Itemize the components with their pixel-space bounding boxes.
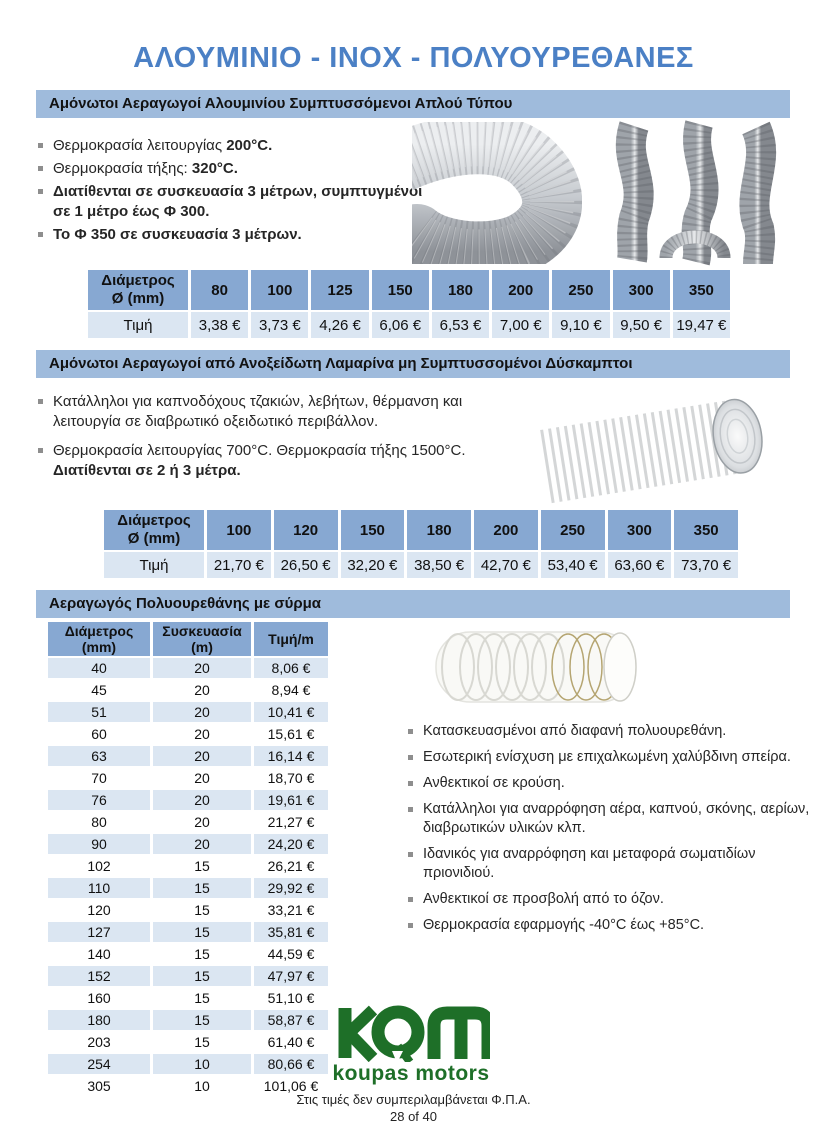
bullet-item [406, 845, 810, 883]
price-cell: 73,70 € [674, 552, 738, 578]
section2-price-table [101, 508, 741, 580]
corner-header-cell [104, 510, 204, 550]
bullet-item [406, 800, 810, 838]
cell: 140 [48, 944, 150, 964]
section1-header-bar [36, 90, 790, 118]
table-row [48, 1054, 328, 1074]
section1-price-table [85, 268, 733, 340]
diameter-header-cell: 120 [274, 510, 338, 550]
corner-line2: Ø (mm) [111, 290, 165, 307]
cell: 16,14 € [254, 746, 328, 766]
bullet-text: Θερμοκρασία λειτουργίας [53, 137, 227, 154]
section2-header-bar [36, 350, 790, 378]
table-row [48, 988, 328, 1008]
table-row [48, 790, 328, 810]
table-header-row [88, 270, 730, 310]
cell: 8,94 € [254, 680, 328, 700]
header-line1: Διάμετρος [64, 623, 134, 639]
cell: 20 [153, 746, 251, 766]
diameter-header-cell: 300 [613, 270, 670, 310]
logo-wordmark: koupas motors [332, 1062, 490, 1085]
row-label-cell: Τιμή [88, 312, 188, 338]
photo-aluminium-duct-closeup [412, 122, 582, 264]
size-table-body [48, 658, 328, 1096]
page-number: 28 of 40 [390, 1109, 437, 1124]
price-cell: 3,73 € [251, 312, 308, 338]
bullet-item [36, 182, 428, 222]
diameter-header-cell: 150 [372, 270, 429, 310]
cell: 58,87 € [254, 1010, 328, 1030]
cell: 127 [48, 922, 150, 942]
table-row [48, 900, 328, 920]
kom-logo [330, 1004, 492, 1085]
cell: 20 [153, 702, 251, 722]
cell: 15 [153, 900, 251, 920]
bullet-text: Το Φ 350 σε συσκευασία 3 μέτρων. [53, 226, 302, 243]
bullet-text: Κατάλληλοι για καπνοδόχους τζακιών, λεβήτων, θέρμανση και λειτουργία σε διαβρωτικό οξειδωτικό περιβάλλον. [53, 393, 463, 430]
cell: 15 [153, 944, 251, 964]
bullet-item [406, 890, 810, 909]
table-row [48, 658, 328, 678]
price-cell: 3,38 € [191, 312, 248, 338]
price-cell: 7,00 € [492, 312, 549, 338]
price-cell: 26,50 € [274, 552, 338, 578]
price-cell: 4,26 € [311, 312, 368, 338]
price-cell: 19,47 € [673, 312, 730, 338]
bullet-item [406, 748, 810, 767]
cell: 70 [48, 768, 150, 788]
diameter-column-header [48, 622, 150, 656]
photo-polyurethane-hose [428, 618, 646, 714]
bullet-text: Κατασκευασμένοι από διαφανή πολυουρεθάνη. [423, 723, 727, 739]
cell: 203 [48, 1032, 150, 1052]
bullet-text: Θερμοκρασία λειτουργίας 700°C. Θερμοκρασία τήξης 1500°C. [53, 442, 466, 459]
bullet-item [406, 722, 810, 741]
table-row [48, 944, 328, 964]
diameter-header-cell: 80 [191, 270, 248, 310]
bullet-item [36, 392, 504, 432]
price-cell: 63,60 € [608, 552, 672, 578]
section1-bullets [36, 136, 428, 248]
cell: 102 [48, 856, 150, 876]
kom-monogram [332, 1004, 490, 1062]
section3-header-bar [36, 590, 790, 618]
cell: 20 [153, 724, 251, 744]
table-row [48, 878, 328, 898]
corner-line1: Διάμετρος [117, 512, 191, 529]
cell: 15 [153, 922, 251, 942]
diameter-header-cell: 100 [207, 510, 271, 550]
cell: 110 [48, 878, 150, 898]
bullet-item [36, 136, 428, 156]
bullet-item [406, 774, 810, 793]
corner-line2: Ø (mm) [127, 530, 181, 547]
page-title: ΑΛΟΥΜΙΝΙΟ - ΙΝΟΧ - ΠΟΛΥΟΥΡΕΘΑΝΕΣ [133, 42, 694, 74]
bullet-text: Διατίθενται σε συσκευασία 3 μέτρων, συμπτυγμένοι σε 1 μέτρο έως Φ 300. [53, 183, 423, 220]
row-label-cell: Τιμή [104, 552, 204, 578]
table-row [48, 746, 328, 766]
bullet-item [36, 441, 504, 481]
price-column-header: Τιμή/m [254, 622, 328, 656]
bullet-text: Θερμοκρασία εφαρμογής -40°C έως +85°C. [423, 917, 705, 933]
section1-title: Αμόνωτοι Αεραγωγοί Αλουμινίου Συμπτυσσόμενοι Απλού Τύπου [49, 95, 513, 112]
cell: 51,10 € [254, 988, 328, 1008]
cell: 80,66 € [254, 1054, 328, 1074]
table-row [48, 1010, 328, 1030]
price-cell: 38,50 € [407, 552, 471, 578]
cell: 45 [48, 680, 150, 700]
table-row [48, 966, 328, 986]
section3-bullets [406, 722, 810, 942]
cell: 19,61 € [254, 790, 328, 810]
cell: 20 [153, 680, 251, 700]
cell: 47,97 € [254, 966, 328, 986]
cell: 18,70 € [254, 768, 328, 788]
bullet-text: Εσωτερική ενίσχυση με επιχαλκωμένη χαλύβδινη σπείρα. [423, 749, 791, 765]
bullet-text: Ανθεκτικοί σε προσβολή από το όζον. [423, 891, 664, 907]
section3-size-table [45, 620, 331, 1098]
cell: 20 [153, 812, 251, 832]
photo-inox-duct [530, 384, 796, 506]
cell: 63 [48, 746, 150, 766]
cell: 160 [48, 988, 150, 1008]
diameter-header-cell: 100 [251, 270, 308, 310]
price-cell: 9,10 € [552, 312, 609, 338]
diameter-header-cell: 200 [492, 270, 549, 310]
bullet-text: Κατάλληλοι για αναρρόφηση αέρα, καπνού, σκόνης, αερίων, διαβρωτικών υλικών κλπ. [423, 801, 810, 836]
bullet-text: Ιδανικός για αναρρόφηση και μεταφορά σωματιδίων πριονιδιού. [423, 846, 756, 881]
section2-bullets [36, 392, 504, 490]
cell: 44,59 € [254, 944, 328, 964]
header-line2: (m) [191, 639, 213, 655]
table-row [48, 768, 328, 788]
table-row [48, 724, 328, 744]
diameter-header-cell: 200 [474, 510, 538, 550]
price-cell: 6,06 € [372, 312, 429, 338]
table-row [48, 702, 328, 722]
cell: 120 [48, 900, 150, 920]
cell: 15 [153, 988, 251, 1008]
table-header-row [104, 510, 738, 550]
cell: 180 [48, 1010, 150, 1030]
cell: 254 [48, 1054, 150, 1074]
table-row [48, 856, 328, 876]
cell: 10,41 € [254, 702, 328, 722]
cell: 76 [48, 790, 150, 810]
table-row [48, 922, 328, 942]
cell: 40 [48, 658, 150, 678]
diameter-header-cell: 300 [608, 510, 672, 550]
diameter-header-cell: 350 [673, 270, 730, 310]
price-cell: 53,40 € [541, 552, 605, 578]
cell: 51 [48, 702, 150, 722]
table-row [48, 812, 328, 832]
price-row [104, 552, 738, 578]
cell: 21,27 € [254, 812, 328, 832]
footer-vat-note: Στις τιμές δεν συμπεριλαμβάνεται Φ.Π.Α. [296, 1092, 531, 1107]
diameter-header-cell: 180 [407, 510, 471, 550]
cell: 61,40 € [254, 1032, 328, 1052]
cell: 24,20 € [254, 834, 328, 854]
cell: 20 [153, 834, 251, 854]
cell: 8,06 € [254, 658, 328, 678]
corner-line1: Διάμετρος [101, 272, 175, 289]
cell: 15 [153, 856, 251, 876]
cell: 10 [153, 1076, 251, 1096]
cell: 15 [153, 1010, 251, 1030]
header-line1: Συσκευασία [162, 623, 242, 639]
bullet-text: 320°C. [191, 160, 238, 177]
cell: 60 [48, 724, 150, 744]
diameter-header-cell: 150 [341, 510, 405, 550]
bullet-text: Διατίθενται σε 2 ή 3 μέτρα. [53, 462, 241, 479]
cell: 26,21 € [254, 856, 328, 876]
price-cell: 9,50 € [613, 312, 670, 338]
photo-aluminium-flexible-ducts [594, 118, 796, 268]
table-row [48, 680, 328, 700]
diameter-header-cell: 125 [311, 270, 368, 310]
diameter-header-cell: 250 [541, 510, 605, 550]
price-cell: 42,70 € [474, 552, 538, 578]
cell: 15 [153, 1032, 251, 1052]
price-row [88, 312, 730, 338]
cell: 90 [48, 834, 150, 854]
header-line2: (mm) [81, 639, 117, 655]
price-cell: 6,53 € [432, 312, 489, 338]
cell: 15,61 € [254, 724, 328, 744]
cell: 10 [153, 1054, 251, 1074]
cell: 29,92 € [254, 878, 328, 898]
packaging-column-header [153, 622, 251, 656]
corner-header-cell [88, 270, 188, 310]
cell: 20 [153, 790, 251, 810]
cell: 80 [48, 812, 150, 832]
cell: 20 [153, 768, 251, 788]
bullet-text: Ανθεκτικοί σε κρούση. [423, 775, 565, 791]
price-cell: 21,70 € [207, 552, 271, 578]
bullet-item [36, 225, 428, 245]
cell: 15 [153, 966, 251, 986]
cell: 33,21 € [254, 900, 328, 920]
cell: 15 [153, 878, 251, 898]
cell: 35,81 € [254, 922, 328, 942]
diameter-header-cell: 350 [674, 510, 738, 550]
table-row [48, 834, 328, 854]
cell: 101,06 € [254, 1076, 328, 1096]
section3-title: Αεραγωγός Πολυουρεθάνης με σύρμα [49, 595, 322, 612]
cell: 20 [153, 658, 251, 678]
section2-title: Αμόνωτοι Αεραγωγοί από Ανοξείδωτη Λαμαρίνα μη Συμπτυσσομένοι Δύσκαμπτοι [49, 355, 633, 372]
table-header-row [48, 622, 328, 656]
price-cell: 32,20 € [341, 552, 405, 578]
bullet-text: Θερμοκρασία τήξης: [53, 160, 192, 177]
bullet-text: 200°C. [226, 137, 273, 154]
diameter-header-cell: 180 [432, 270, 489, 310]
diameter-header-cell: 250 [552, 270, 609, 310]
cell: 305 [48, 1076, 150, 1096]
bullet-item [406, 916, 810, 935]
bullet-item [36, 159, 428, 179]
table-row [48, 1032, 328, 1052]
cell: 152 [48, 966, 150, 986]
